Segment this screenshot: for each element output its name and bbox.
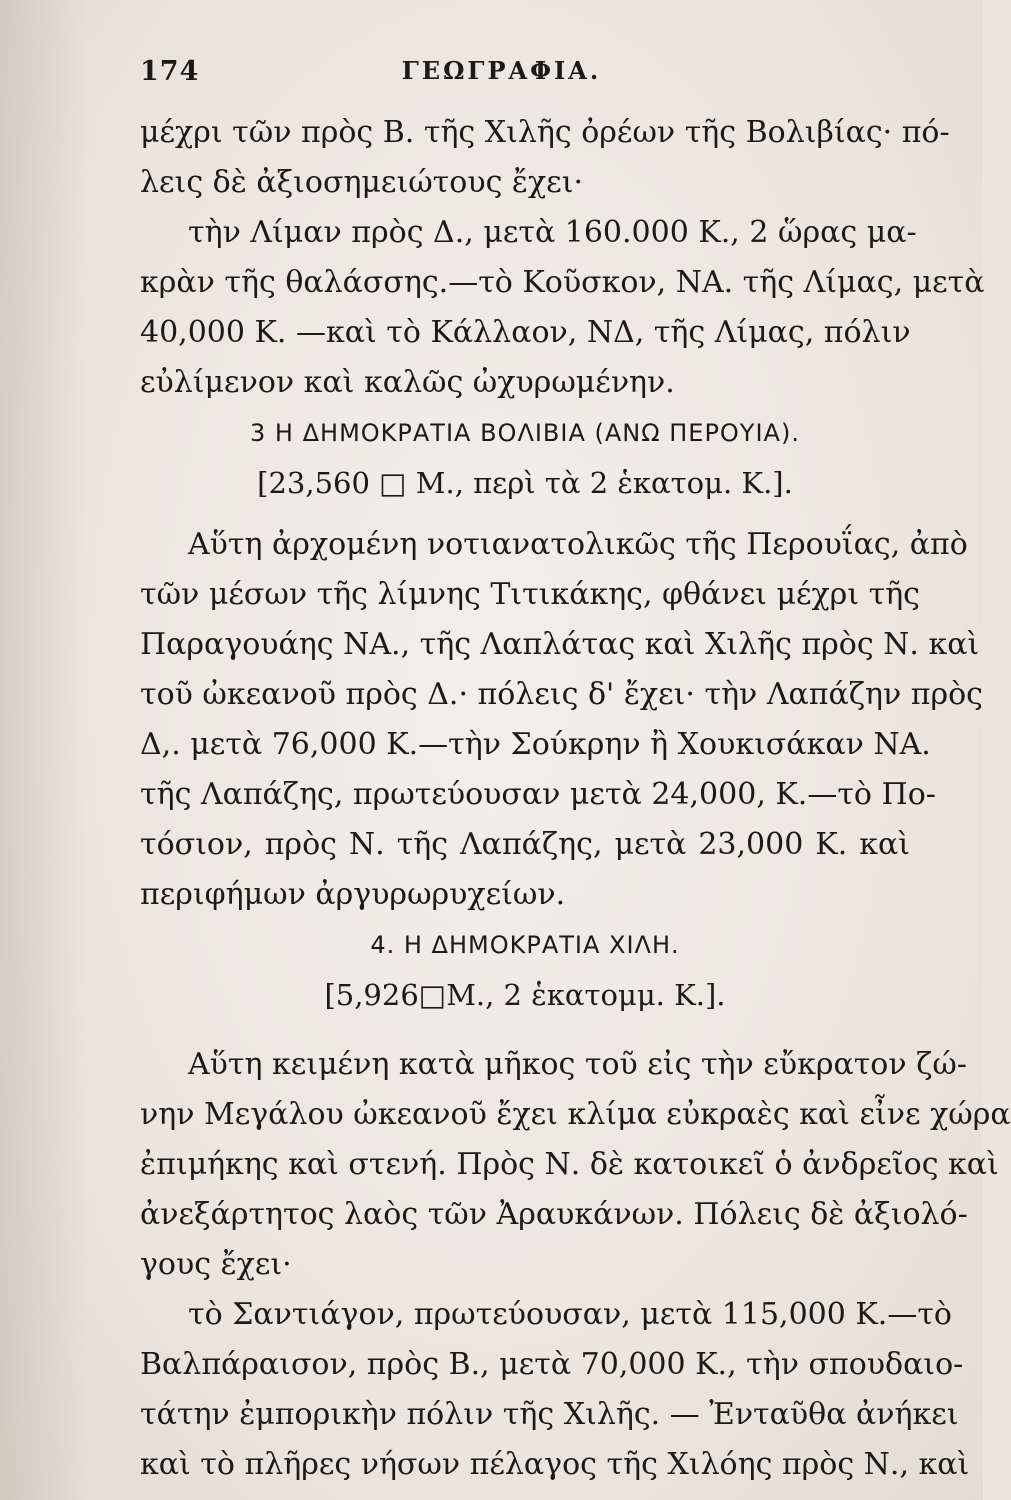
text-line: καὶ τὸ πλῆρες νήσων πέλαγος τῆς Χιλόης πρὸς Ν., καὶ <box>140 1447 970 1482</box>
text-line: τόσιον, πρὸς Ν. τῆς Λαπάζης, μετὰ 23,000 Κ. καὶ <box>140 827 910 862</box>
text-line: Αὕτη κειμένη κατὰ μῆκος τοῦ εἰς τὴν εὔκρατον ζώ- <box>188 1047 968 1082</box>
page-number: 174 <box>140 56 200 87</box>
text-line: Παραγουάης ΝΑ., τῆς Λαπλάτας καὶ Χιλῆς πρὸς Ν. καὶ <box>140 627 980 662</box>
text-line: κρὰν τῆς θαλάσσης.—τὸ Κοῦσκον, ΝΑ. τῆς Λίμας, μετὰ <box>140 265 985 300</box>
text-line: ἀνεξάρτητος λαὸς τῶν Ἀραυκάνων. Πόλεις δὲ ἀξιολό- <box>140 1197 968 1232</box>
text-line: τὴν Λίμαν πρὸς Δ., μετὰ 160.000 Κ., 2 ὥρας μα- <box>188 215 917 250</box>
text-line: περιφήμων ἀργυρωρυχείων. <box>140 877 566 912</box>
text-line: μέχρι τῶν πρὸς Β. τῆς Χιλῆς ὀρέων τῆς Βολιβίας· πό- <box>140 115 950 150</box>
text-line: νην Μεγάλου ὠκεανοῦ ἔχει κλίμα εὐκραὲς καὶ εἶνε χώρα <box>140 1097 1011 1132</box>
text-line: τὸ Σαντιάγον, πρωτεύουσαν, μετὰ 115,000 Κ.—τὸ <box>188 1297 952 1332</box>
page-gutter-shadow <box>0 0 90 1500</box>
text-line: τοῦ ὠκεανοῦ πρὸς Δ.· πόλεις δ' ἔχει· τὴν Λαπάζην πρὸς <box>140 677 983 712</box>
text-line: εὐλίμενον καὶ καλῶς ὠχυρωμένην. <box>140 365 675 400</box>
page-body <box>140 108 1011 1490</box>
text-line: λεις δὲ ἀξιοσημειώτους ἔχει· <box>140 165 584 200</box>
text-line: τῶν μέσων τῆς λίμνης Τιτικάκης, φθάνει μέχρι τῆς <box>140 577 920 612</box>
text-line: τάτην ἐμπορικὴν πόλιν τῆς Χιλῆς. — Ἐνταῦθα ἀνήκει <box>140 1397 959 1432</box>
running-title: ΓΕΩΓΡΑΦΙΑ. <box>401 56 602 85</box>
section-statistics-chile: [5,926□Μ., 2 ἑκατομμ. Κ.]. <box>324 978 726 1012</box>
text-line: ἐπιμήκης καὶ στενή. Πρὸς Ν. δὲ κατοικεῖ ὁ ἀνδρεῖος καὶ <box>140 1147 999 1182</box>
text-line: τῆς Λαπάζης, πρωτεύουσαν μετὰ 24,000, Κ.—τὸ Πο- <box>140 777 936 812</box>
text-line: 40,000 Κ. —καὶ τὸ Κάλλαον, ΝΔ, τῆς Λίμας, πόλιν <box>140 315 911 350</box>
section-statistics-bolivia: [23,560 □ Μ., περὶ τὰ 2 ἑκατομ. Κ.]. <box>257 466 793 500</box>
text-line: Δ,. μετὰ 76,000 Κ.—τὴν Σούκρην ἢ Χουκισάκαν ΝΑ. <box>140 727 931 762</box>
section-heading-chile: 4. Η ΔΗΜΟΚΡΑΤΙΑ ΧΙΛΗ. <box>370 931 680 959</box>
text-line: γους ἔχει· <box>140 1247 292 1282</box>
text-line: Αὕτη ἀρχομένη νοτιανατολικῶς τῆς Περουΐας, ἀπὸ <box>188 527 968 562</box>
section-heading-bolivia: 3 Η ΔΗΜΟΚΡΑΤΙΑ ΒΟΛΙΒΙΑ (ΑΝΩ ΠΕΡΟΥΙΑ). <box>250 419 800 447</box>
page-header <box>0 56 983 96</box>
text-line: Βαλπάραισον, πρὸς Β., μετὰ 70,000 Κ., τὴν σπουδαιο- <box>140 1347 964 1382</box>
